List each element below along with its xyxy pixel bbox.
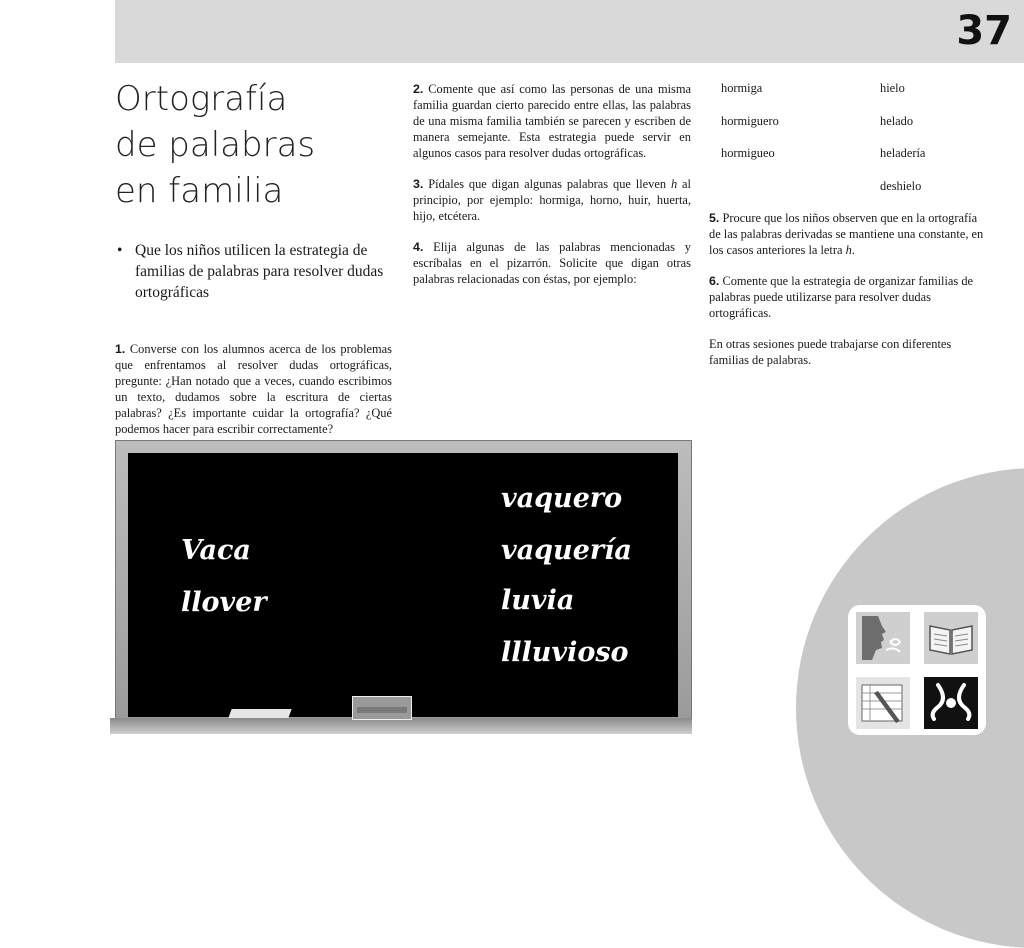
curl-swirl-icon bbox=[924, 677, 978, 729]
word bbox=[721, 179, 880, 212]
step-5 bbox=[709, 210, 988, 258]
step-text: Comente que así como las personas de una misma familia guardan cierto parecido entre ellas, las palabras de una misma familia también se parecen y escriben de manera semejante. Esta estrategia puede servir en algunos casos para resolver dudas ortográficas. bbox=[413, 82, 691, 160]
board-word: llluvioso bbox=[501, 637, 629, 668]
step-text: Pídales que digan algunas palabras que lleven bbox=[428, 177, 671, 191]
step-number: 2. bbox=[413, 82, 424, 96]
objective-list bbox=[115, 240, 395, 303]
chalk-piece bbox=[228, 709, 291, 718]
step-2 bbox=[413, 81, 691, 161]
step-3 bbox=[413, 176, 691, 224]
board-word: luvia bbox=[501, 585, 575, 616]
word: deshielo bbox=[880, 178, 922, 193]
step-text: Comente que la estrategia de organizar familias de palabras puede utilizarse para resolver dudas ortográficas. bbox=[709, 274, 974, 320]
board-word: llover bbox=[181, 587, 267, 618]
board-eraser bbox=[352, 696, 412, 720]
step-text: Elija algunas de las palabras mencionadas y escríbalas en el pizarrón. Solicite que digan otras palabras relacionadas con éstas, por ejemplo: bbox=[413, 240, 691, 286]
board-word: vaquero bbox=[501, 483, 623, 514]
word: hormigueo bbox=[721, 146, 775, 160]
word: hormiguero bbox=[721, 113, 779, 128]
header-bar bbox=[115, 0, 1024, 63]
step-text: Converse con los alumnos acerca de los problemas que enfrentamos al resolver dudas ortográficas, pregunte: ¿Han notado que a veces, cuando escribimos un texto, dudamos sobre la escritura de ciertas palabras? ¿Es importante cuidar la ortografía? ¿Qué podemos hacer para escribir correctamente? bbox=[115, 342, 392, 436]
step-text: . bbox=[851, 243, 855, 257]
open-book-icon bbox=[924, 612, 978, 664]
step-emphasis: h bbox=[670, 177, 678, 191]
word-row bbox=[721, 179, 1001, 212]
title-line: Ortografía bbox=[115, 79, 288, 119]
page-title bbox=[115, 76, 315, 214]
word: heladería bbox=[880, 146, 926, 160]
step-number: 3. bbox=[413, 177, 424, 191]
step-text: Procure que los niños observen que en la ortografía de las palabras derivadas se mantiene una constante, en los casos anteriores la letra bbox=[709, 211, 984, 257]
word-row bbox=[721, 81, 1001, 114]
step-number: 6. bbox=[709, 274, 720, 288]
word-row bbox=[721, 114, 1001, 147]
title-line: de palabras bbox=[115, 125, 316, 165]
column-3 bbox=[709, 210, 988, 383]
board-word: vaquería bbox=[501, 535, 632, 566]
writing-pencil-icon bbox=[856, 677, 910, 729]
step-text: al principio, por ejemplo: hormiga, horno, huir, huerta, hijo, etcétera. bbox=[413, 177, 691, 223]
step-number: 4. bbox=[413, 240, 424, 254]
word-row bbox=[721, 146, 1001, 179]
board-word: Vaca bbox=[181, 535, 251, 566]
title-line: en familia bbox=[115, 171, 284, 211]
step-4 bbox=[413, 239, 691, 287]
step-number: 1. bbox=[115, 342, 126, 356]
step-emphasis: h bbox=[845, 243, 852, 257]
step-1 bbox=[115, 341, 392, 437]
chalk-ledge bbox=[110, 718, 692, 734]
word-family-list bbox=[721, 81, 1001, 211]
objective-item: • Que los niños utilicen la estrategia de familias de palabras para resolver dudas ortográficas bbox=[115, 240, 395, 303]
column-2 bbox=[413, 81, 691, 302]
closing-note: En otras sesiones puede trabajarse con diferentes familias de palabras. bbox=[709, 337, 952, 367]
column-1 bbox=[115, 341, 392, 452]
word: hormiga bbox=[721, 81, 763, 95]
step-number: 5. bbox=[709, 211, 720, 225]
step-6 bbox=[709, 273, 988, 321]
word: helado bbox=[880, 113, 914, 128]
icon-panel bbox=[848, 605, 986, 735]
word: hielo bbox=[880, 81, 905, 95]
speaking-face-icon bbox=[856, 612, 910, 664]
page-number: 37 bbox=[956, 8, 1012, 54]
